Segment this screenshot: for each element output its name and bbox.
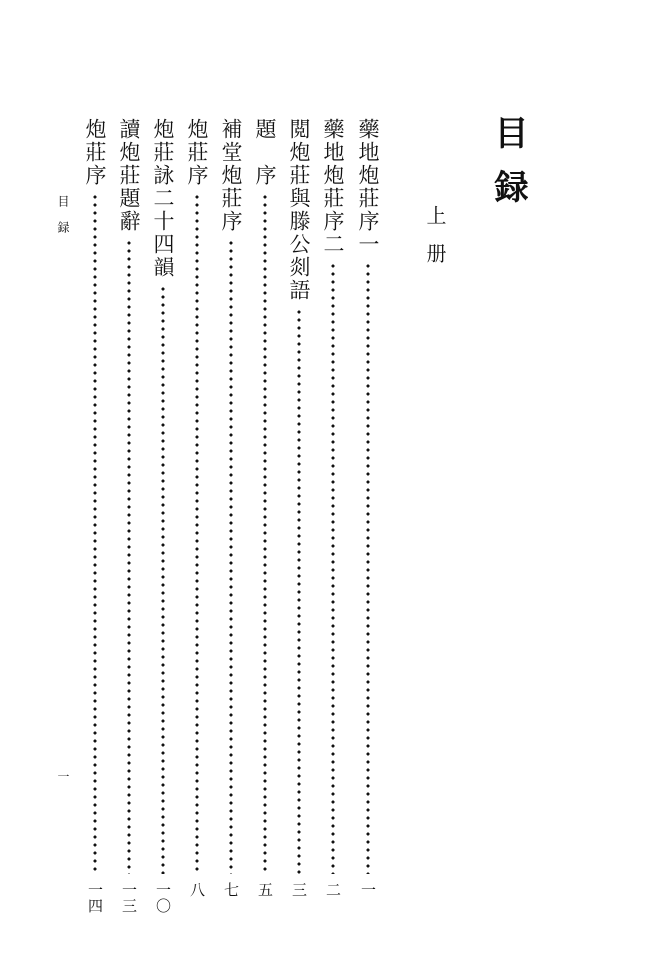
page-title: 目録 [488,115,528,223]
entry-page-number: 八 [188,882,206,898]
entry-title: 補堂炮莊序 [219,118,243,233]
entry-page-number: 三 [290,882,308,898]
entry-title: 藥地炮莊序一 [356,118,380,256]
toc-entry[interactable] [116,118,142,878]
entry-title: 藥地炮莊序二 [321,118,345,256]
entry-page-number: 二 [324,882,342,898]
entry-title: 讀炮莊題辭 [117,118,141,233]
entry-page-number: 一四 [86,882,104,914]
toc-entry[interactable] [320,118,346,878]
dot-leader [263,193,267,874]
dot-leader [366,262,370,874]
toc-entry[interactable] [218,118,244,878]
entry-page-number: 五 [256,882,274,898]
entry-page-number: 一三 [120,882,138,914]
toc-entry[interactable] [355,118,381,878]
dot-leader [229,239,233,874]
dot-leader [297,308,301,874]
toc-entry[interactable] [150,118,176,878]
entry-page-number: 七 [222,882,240,898]
entry-title: 題 序 [253,118,277,187]
dot-leader [161,285,165,874]
volume-heading: 上册 [423,205,447,281]
entry-page-number: 一〇 [154,882,172,914]
running-head: 目録 [56,195,70,247]
toc-entry[interactable] [184,118,210,878]
entry-title: 炮莊序 [185,118,209,187]
toc-entry[interactable] [82,118,108,878]
dot-leader [93,193,97,874]
entry-title: 炮莊序 [83,118,107,187]
folio-number: 一 [56,770,70,782]
toc-entry[interactable] [252,118,278,878]
entry-title: 閲炮莊與滕公剡語 [287,118,311,302]
dot-leader [331,262,335,874]
toc-entry[interactable] [286,118,312,878]
entry-page-number: 一 [359,882,377,898]
dot-leader [195,193,199,874]
entry-title: 炮莊詠二十四韻 [151,118,175,279]
dot-leader [127,239,131,874]
